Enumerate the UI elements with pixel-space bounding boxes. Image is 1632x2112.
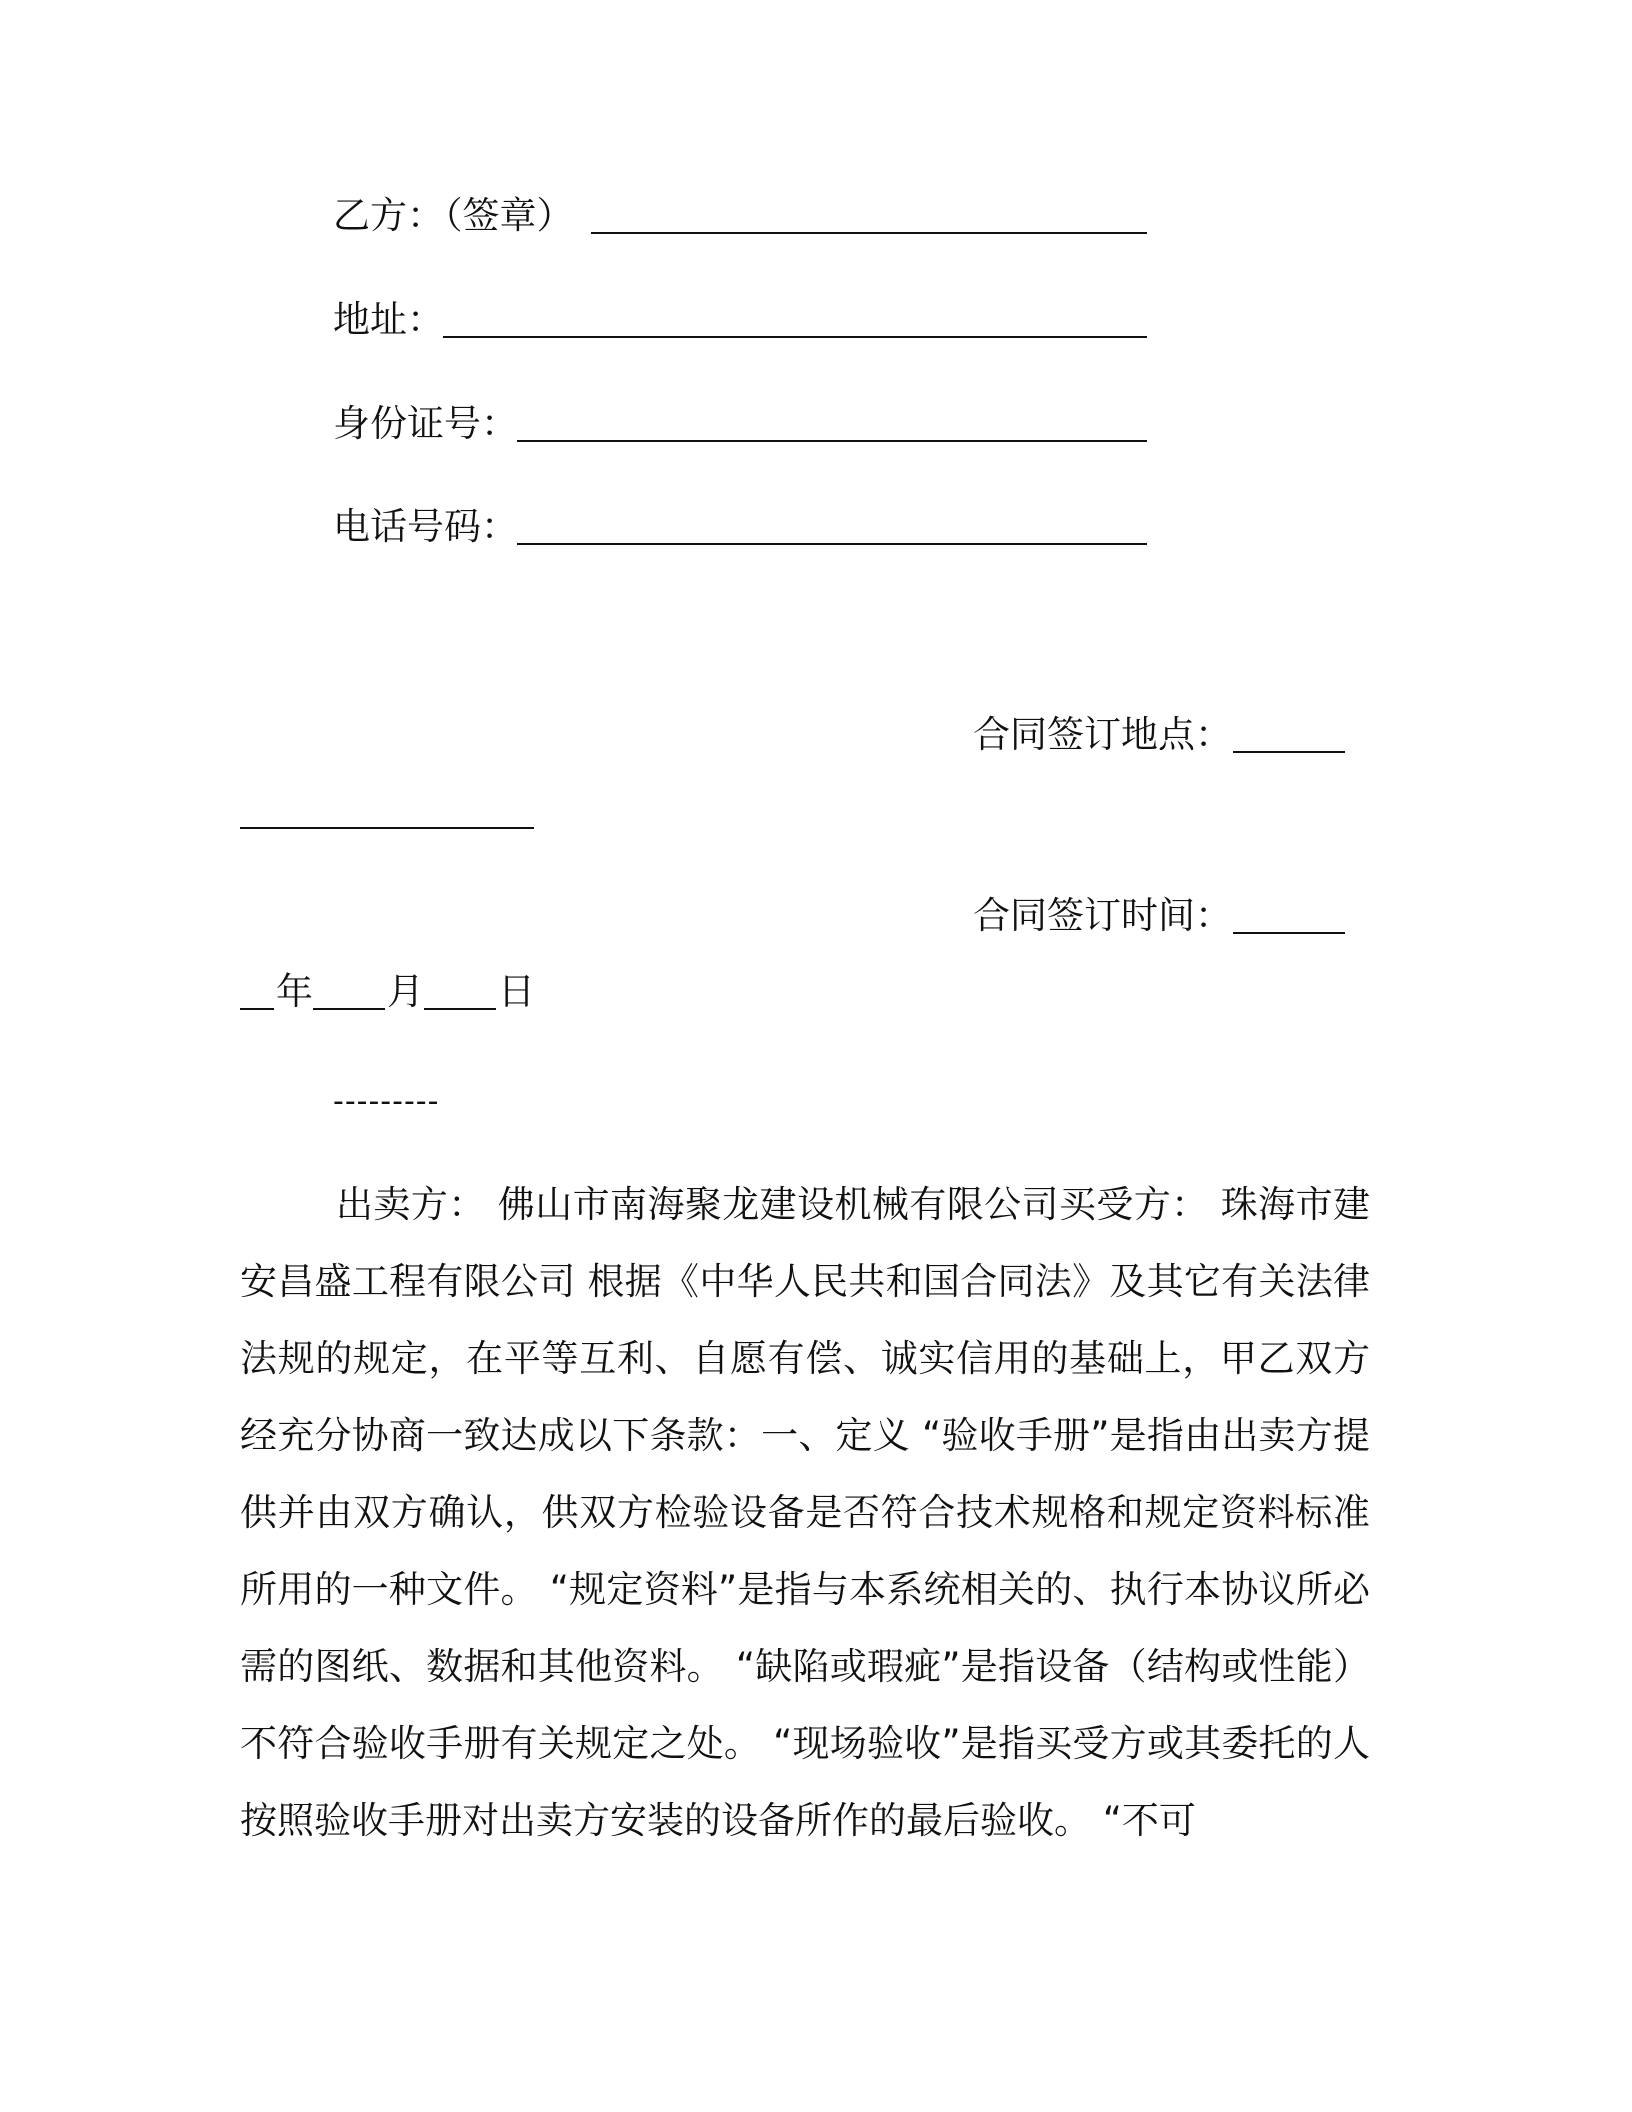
signing-place-label: 合同签订地点： [973,713,1232,756]
signing-place-line-2 [240,827,534,829]
day-blank [424,1008,496,1010]
day-label: 日 [498,970,535,1013]
contract-body-paragraph: 出卖方： 佛山市南海聚龙建设机械有限公司买受方： 珠海市建安昌盛工程有限公司 根据《中华人民共和国合同法》及其它有关法律法规的规定，在平等互利、自愿有偿、诚实信用的基础上，甲乙双方经充分协商一致达成以下条款：一、定义 “验收手册”是指由出卖方提供并由双方确认，供双方检验设备是否符合技术规格和规定资料标准所用的一种文件。 “规定资料”是指与本系统相关的、执行本协议所必需的图纸、数据和其他资料。 “缺陷或瑕疵”是指设备（结构或性能）不符合验收手册有关规定之处。 “现场验收”是指买受方或其委托的人按照验收手册对出卖方安装的设备所作的最后验收。 “不可 [240,1183,1370,1842]
party-b-signature-label: 乙方：（签章） [333,194,574,237]
signing-time-line [1233,932,1345,934]
phone-number-line [517,543,1147,545]
address-label: 地址： [333,298,444,341]
separator-dashes: --------- [333,1084,440,1119]
party-b-signature-line [591,232,1147,234]
month-blank [313,1008,385,1010]
year-blank [240,1008,274,1010]
year-label: 年 [276,970,313,1013]
address-line [443,336,1147,338]
id-number-line [517,440,1147,442]
phone-number-label: 电话号码： [333,505,518,548]
month-label: 月 [387,970,424,1013]
id-number-label: 身份证号： [333,402,518,445]
signing-place-line-1 [1233,751,1345,753]
signing-time-label: 合同签订时间： [973,894,1232,937]
